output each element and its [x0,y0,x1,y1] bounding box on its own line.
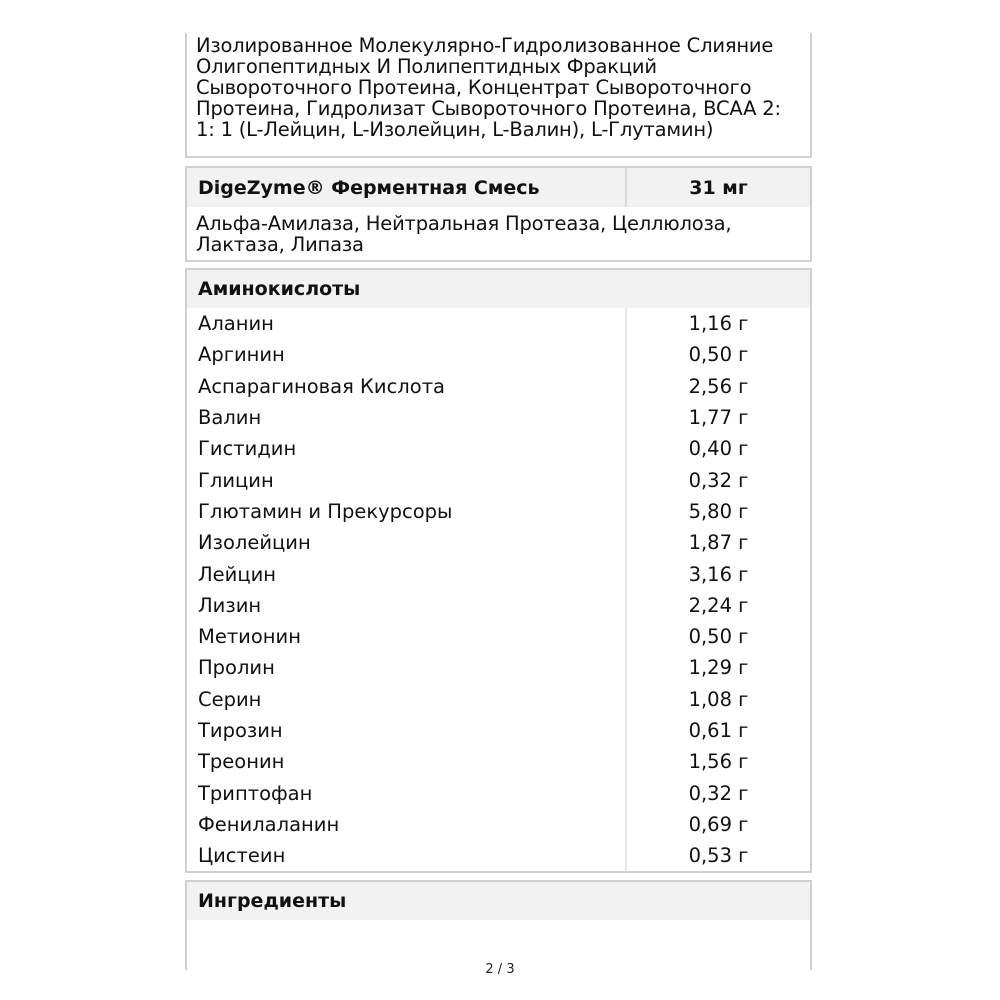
table-row [187,496,810,527]
table-row [187,809,810,840]
amino-acid-value: 2,24 г [688,593,749,617]
amino-acid-value: 0,32 г [688,781,749,805]
amino-acid-value: 0,53 г [688,844,749,868]
table-row [187,652,810,683]
amino-acid-value: 0,32 г [688,468,749,492]
table-row [187,621,810,652]
amino-acid-name: Триптофан [187,777,627,808]
amino-acid-name: Цистеин [187,840,627,871]
amino-acid-value: 1,87 г [688,531,749,555]
table-row [187,402,810,433]
amino-acid-name: Валин [187,402,627,433]
ingredients-heading: Ингредиенты [198,890,347,912]
table-row [187,684,810,715]
amino-acid-name: Изолейцин [187,527,627,558]
amino-acid-name: Лейцин [187,558,627,589]
table-row [187,777,810,808]
amino-acid-name: Треонин [187,746,627,777]
amino-acid-value: 1,29 г [688,656,749,680]
table-row [187,527,810,558]
amino-acid-value: 1,08 г [688,687,749,711]
amino-acid-value: 5,80 г [688,499,749,523]
amino-acid-value: 0,61 г [688,719,749,742]
amino-acid-name: Пролин [187,652,627,683]
amino-acid-name: Глицин [187,464,627,495]
table-row [187,464,810,495]
amino-acid-value: 1,77 г [688,406,749,430]
enzyme-blend-name: DigeZyme® Ферментная Смесь [198,176,540,199]
amino-acid-value: 0,40 г [688,437,749,461]
enzyme-blend-amount: 31 мг [625,168,810,207]
amino-acid-name: Аспарагиновая Кислота [187,371,627,402]
table-row [187,339,810,370]
amino-acid-value: 2,56 г [688,374,749,398]
amino-acid-name: Глютамин и Прекурсоры [187,496,627,527]
amino-acids-heading: Аминокислоты [198,278,361,300]
amino-acid-value: 0,50 г [688,343,749,367]
ingredients-header [187,882,810,920]
amino-acid-value: 1,16 г [688,312,749,336]
amino-acid-name: Аргинин [187,339,627,370]
enzyme-blend-description: Альфа-Амилаза, Нейтральная Протеаза, Целлюлоза, Лактаза, Липаза [196,212,732,256]
amino-acid-name: Тирозин [187,715,627,746]
amino-acid-name: Гистидин [187,433,627,464]
table-row [187,590,810,621]
ingredients-section [185,880,812,970]
table-row [187,433,810,464]
table-row [187,746,810,777]
table-row [187,558,810,589]
table-row [187,715,810,746]
protein-blend-section [185,33,812,158]
table-row [187,308,810,339]
amino-acids-table [187,308,810,871]
protein-blend-description: Изолированное Молекулярно-Гидролизованное Слияние Олигопептидных И Полипептидных Фракций Сывороточного Протеина, Концентрат Сывороточного Протеина, Гидролизат Сывороточного Протеина, BCAA 2: 1: 1 (L-Лейцин, L-Изолейцин, L-Валин), L-Глутамин) [196,34,781,141]
amino-acids-section [185,268,812,873]
amino-acid-value: 0,69 г [688,812,749,836]
amino-acid-name: Серин [187,684,627,715]
enzyme-blend-header [187,168,810,207]
amino-acid-name: Фенилаланин [187,809,627,840]
amino-acid-name: Метионин [187,621,627,652]
amino-acid-name: Аланин [187,308,627,339]
enzyme-blend-section [185,166,812,262]
table-row [187,371,810,402]
page-indicator: 2 / 3 [485,962,515,977]
amino-acids-header [187,270,810,308]
table-row [187,840,810,871]
amino-acid-name: Лизин [187,590,627,621]
amino-acid-value: 3,16 г [688,562,749,586]
amino-acid-value: 1,56 г [688,750,749,774]
amino-acid-value: 0,50 г [688,625,749,649]
